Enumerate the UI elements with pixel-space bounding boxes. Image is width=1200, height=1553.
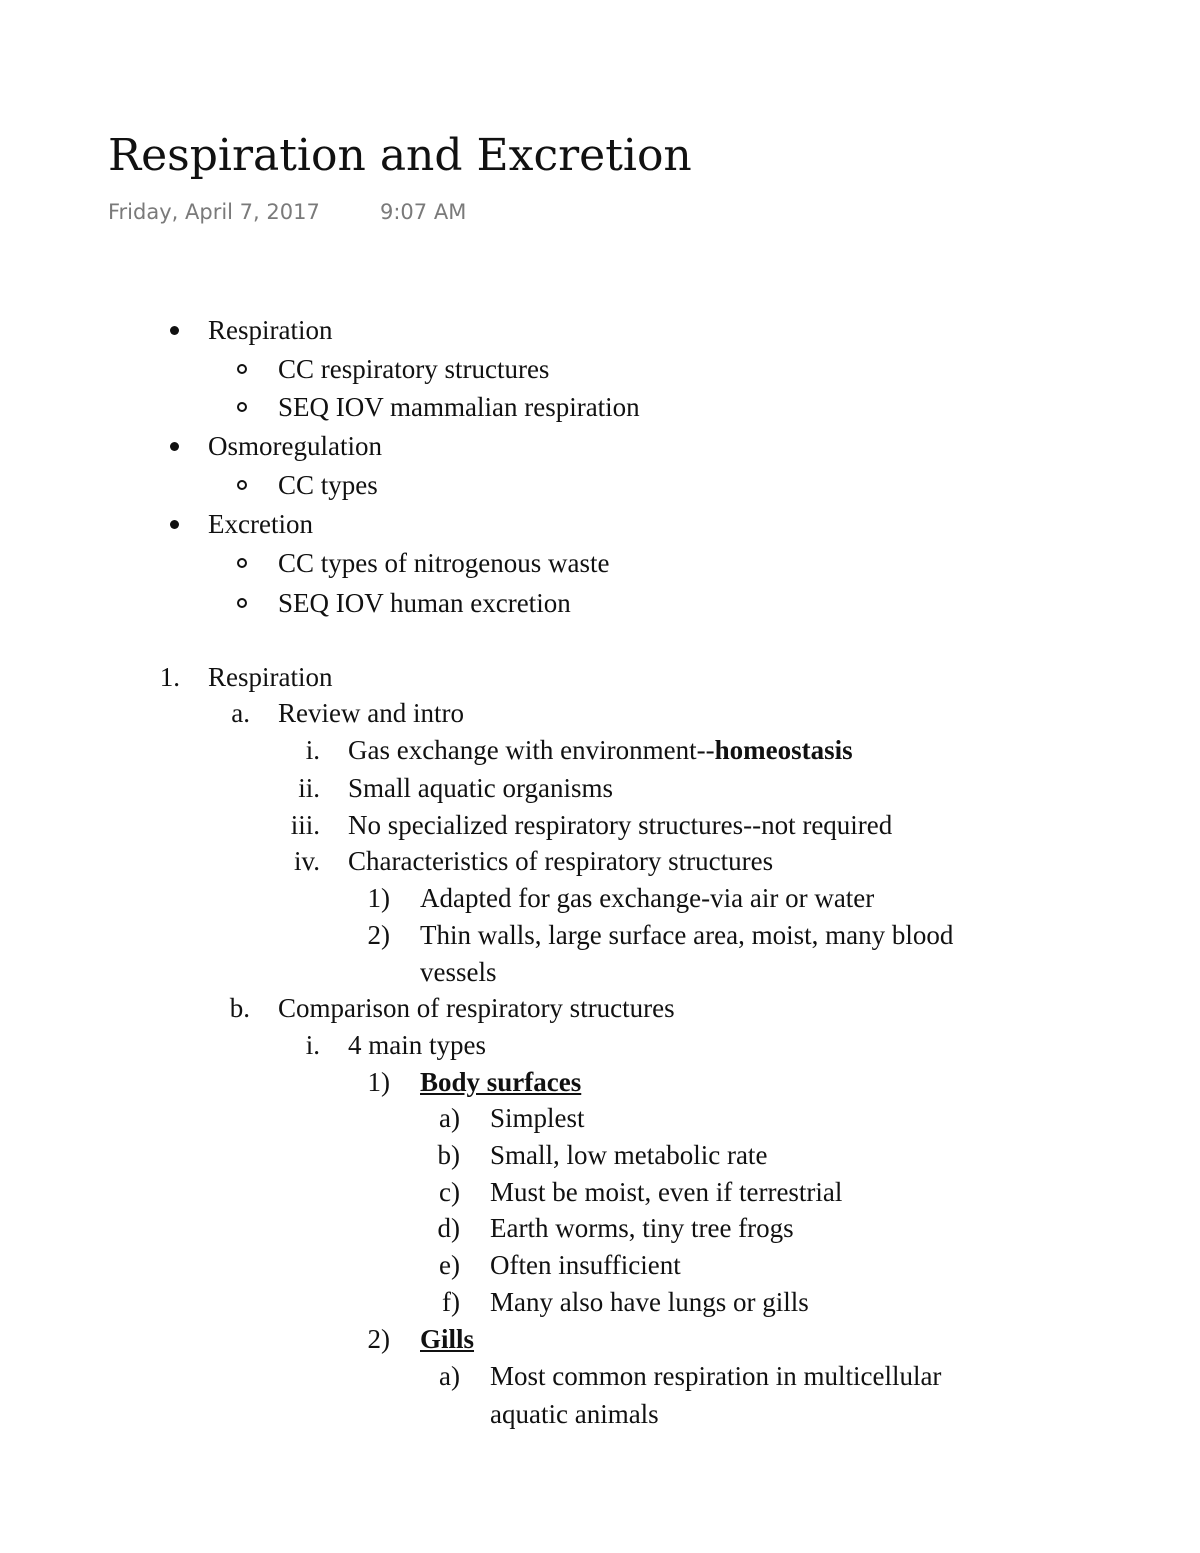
list-letter: a. xyxy=(231,698,250,728)
list-paren-number: 1) xyxy=(367,883,390,913)
list-roman: ii. xyxy=(298,773,320,803)
list-paren-number: 1) xyxy=(367,1067,390,1097)
bullet-circle-icon xyxy=(237,480,247,490)
list-item: Most common respiration in multicellular xyxy=(490,1361,942,1391)
list-item: Simplest xyxy=(490,1103,585,1133)
list-item: 4 main types xyxy=(348,1030,486,1060)
list-item: Thin walls, large surface area, moist, many blood xyxy=(420,920,954,950)
list-item: Earth worms, tiny tree frogs xyxy=(490,1213,794,1243)
bullet-disc-icon xyxy=(170,326,179,335)
note-date: Friday, April 7, 2017 xyxy=(108,200,320,224)
outline-subitem: SEQ IOV mammalian respiration xyxy=(278,392,640,422)
list-item: No specialized respiratory structures--not required xyxy=(348,810,893,840)
list-item xyxy=(348,733,853,767)
bold-term: homeostasis xyxy=(714,735,853,765)
type-heading: Body surfaces xyxy=(420,1067,582,1097)
subsection-heading: Comparison of respiratory structures xyxy=(278,993,675,1023)
list-item: Characteristics of respiratory structures xyxy=(348,846,774,876)
bullet-circle-icon xyxy=(237,364,247,374)
list-paren-letter: a) xyxy=(439,1103,460,1133)
list-letter: b. xyxy=(229,993,250,1023)
list-item: Small aquatic organisms xyxy=(348,773,613,803)
subsection-heading: Review and intro xyxy=(278,698,464,728)
bullet-circle-icon xyxy=(237,558,247,568)
list-roman: i. xyxy=(305,735,320,765)
list-paren-letter: b) xyxy=(437,1140,460,1170)
list-roman: iv. xyxy=(294,846,320,876)
note-time: 9:07 AM xyxy=(380,200,467,224)
list-paren-number: 2) xyxy=(367,920,390,950)
list-item-text: Gas exchange with environment-- xyxy=(348,735,715,765)
list-item: Adapted for gas exchange-via air or water xyxy=(420,883,875,913)
list-item: Must be moist, even if terrestrial xyxy=(490,1177,843,1207)
list-item-continuation: aquatic animals xyxy=(490,1399,659,1429)
outline-item-excretion: Excretion xyxy=(208,509,313,539)
page-title: Respiration and Excretion xyxy=(108,130,692,181)
bullet-circle-icon xyxy=(237,598,247,608)
list-paren-letter: a) xyxy=(439,1361,460,1391)
list-paren-letter: e) xyxy=(439,1250,460,1280)
section-heading: Respiration xyxy=(208,662,333,692)
outline-subitem: SEQ IOV human excretion xyxy=(278,588,571,618)
list-item-continuation: vessels xyxy=(420,957,497,987)
bullet-circle-icon xyxy=(237,402,247,412)
list-item: Often insufficient xyxy=(490,1250,681,1280)
list-paren-letter: c) xyxy=(439,1177,460,1207)
outline-subitem: CC types of nitrogenous waste xyxy=(278,548,610,578)
bullet-disc-icon xyxy=(170,442,179,451)
list-paren-letter: d) xyxy=(437,1213,460,1243)
list-item: Many also have lungs or gills xyxy=(490,1287,809,1317)
bullet-disc-icon xyxy=(170,520,179,529)
outline-item-respiration: Respiration xyxy=(208,315,333,345)
outline-subitem: CC respiratory structures xyxy=(278,354,550,384)
list-number: 1. xyxy=(159,662,180,692)
type-heading: Gills xyxy=(420,1324,475,1354)
list-paren-letter: f) xyxy=(442,1287,460,1317)
list-roman: i. xyxy=(305,1030,320,1060)
list-paren-number: 2) xyxy=(367,1324,390,1354)
outline-subitem: CC types xyxy=(278,470,378,500)
list-roman: iii. xyxy=(290,810,320,840)
list-item: Small, low metabolic rate xyxy=(490,1140,768,1170)
outline-item-osmoregulation: Osmoregulation xyxy=(208,431,382,461)
